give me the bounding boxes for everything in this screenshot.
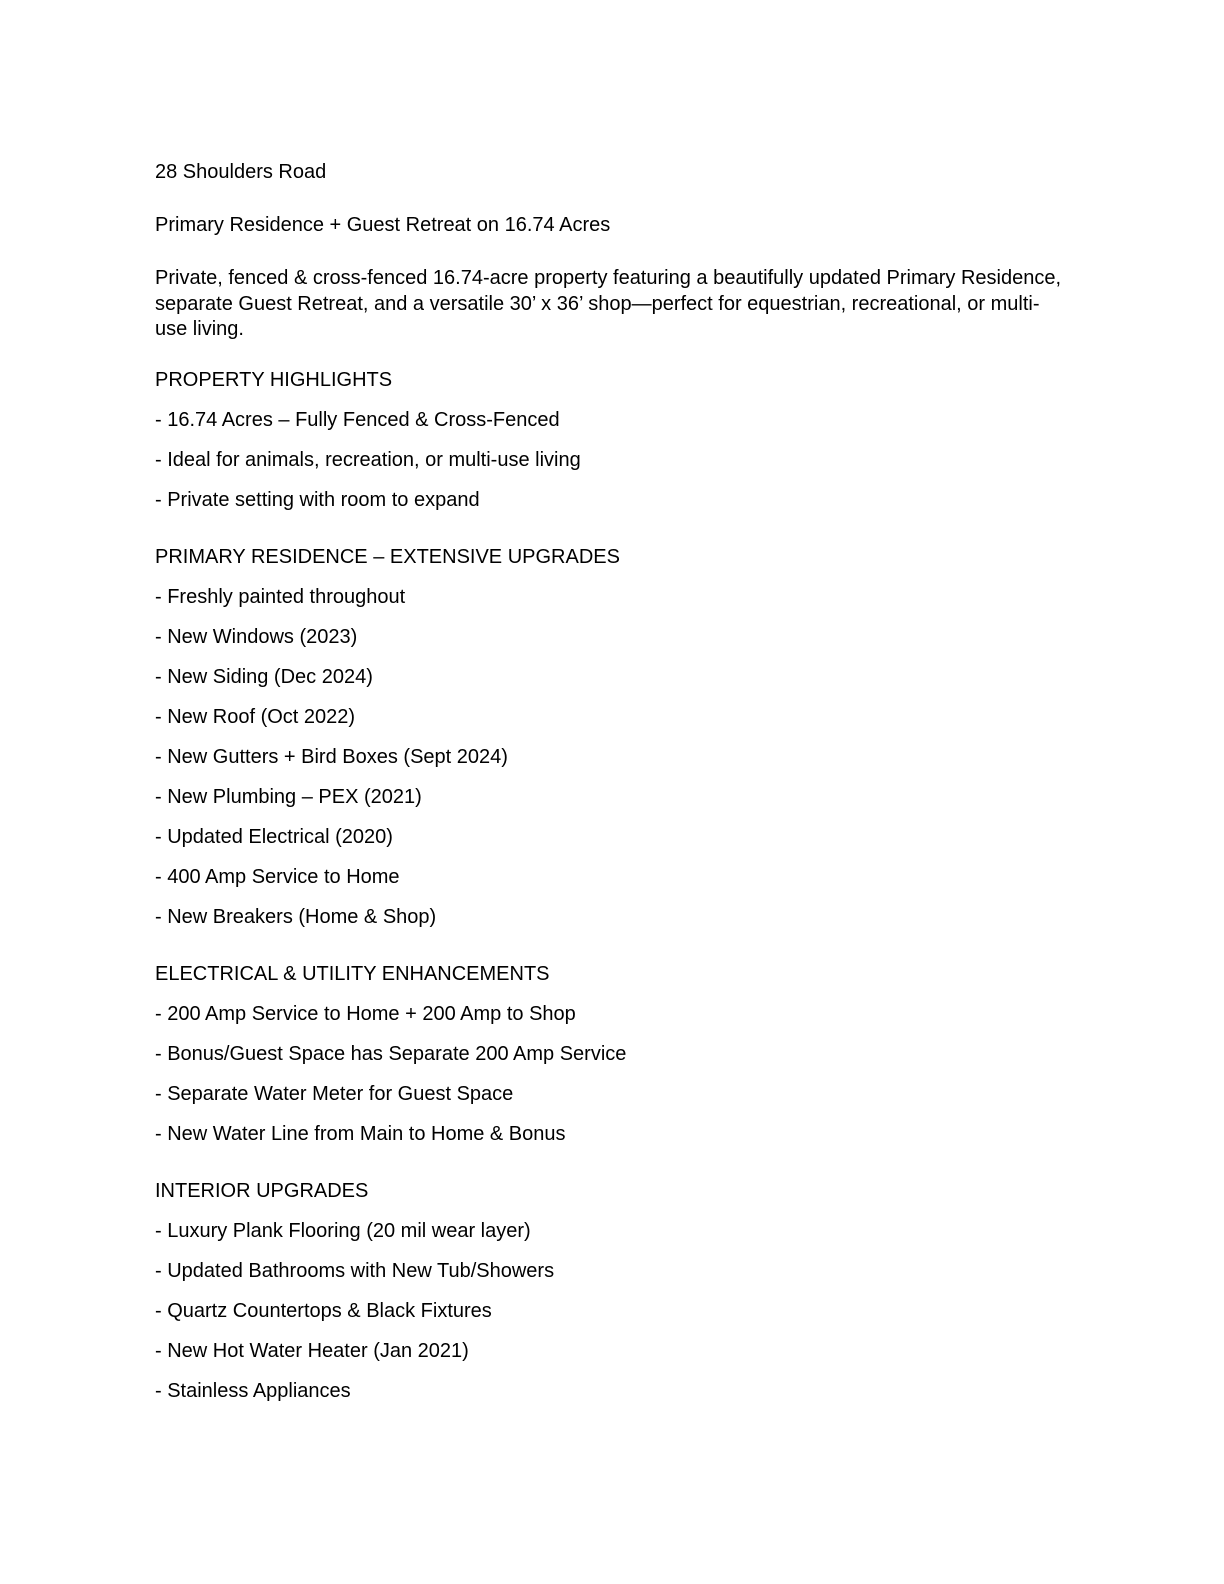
list-item: - New Gutters + Bird Boxes (Sept 2024) (155, 745, 508, 768)
list-item: - Stainless Appliances (155, 1379, 351, 1402)
list-item: - Quartz Countertops & Black Fixtures (155, 1299, 492, 1322)
list-item: - New Hot Water Heater (Jan 2021) (155, 1339, 469, 1362)
section-primary-residence-upgrades (155, 544, 1069, 930)
list-item: - New Water Line from Main to Home & Bonus (155, 1122, 566, 1145)
list-item: - Bonus/Guest Space has Separate 200 Amp Service (155, 1042, 627, 1065)
section-property-highlights (155, 367, 1069, 513)
section-interior-upgrades (155, 1178, 1069, 1404)
list-item: - 16.74 Acres – Fully Fenced & Cross-Fenced (155, 408, 560, 431)
list-item: - New Siding (Dec 2024) (155, 665, 373, 688)
list-item: - Updated Electrical (2020) (155, 825, 393, 848)
list-item: - Freshly painted throughout (155, 585, 406, 608)
section-heading: PRIMARY RESIDENCE – EXTENSIVE UPGRADES (155, 545, 620, 568)
listing-subtitle: Primary Residence + Guest Retreat on 16.74 Acres (155, 214, 611, 236)
section-heading: ELECTRICAL & UTILITY ENHANCEMENTS (155, 962, 550, 985)
list-item: - Updated Bathrooms with New Tub/Showers (155, 1259, 555, 1282)
list-item: - 200 Amp Service to Home + 200 Amp to Shop (155, 1002, 576, 1025)
list-item: - Private setting with room to expand (155, 488, 480, 511)
list-item: - New Plumbing – PEX (2021) (155, 785, 422, 808)
list-item: - 400 Amp Service to Home (155, 865, 400, 888)
section-heading: PROPERTY HIGHLIGHTS (155, 368, 393, 391)
property-address-title: 28 Shoulders Road (155, 161, 327, 183)
list-item: - New Windows (2023) (155, 625, 358, 648)
list-item: - New Roof (Oct 2022) (155, 705, 356, 728)
list-item: - New Breakers (Home & Shop) (155, 905, 437, 928)
intro-paragraph: Private, fenced & cross-fenced 16.74-acre property featuring a beautifully updated Primary Residence, separate Guest Retreat, and a versatile 30’ x 36’ shop—perfect for equestrian, recreational, or multi-use living. (155, 267, 1067, 340)
list-item: - Separate Water Meter for Guest Space (155, 1082, 514, 1105)
list-item: - Ideal for animals, recreation, or multi-use living (155, 448, 581, 471)
list-item: - Luxury Plank Flooring (20 mil wear layer) (155, 1219, 531, 1242)
section-heading: INTERIOR UPGRADES (155, 1179, 369, 1202)
section-electrical-utility (155, 961, 1069, 1147)
